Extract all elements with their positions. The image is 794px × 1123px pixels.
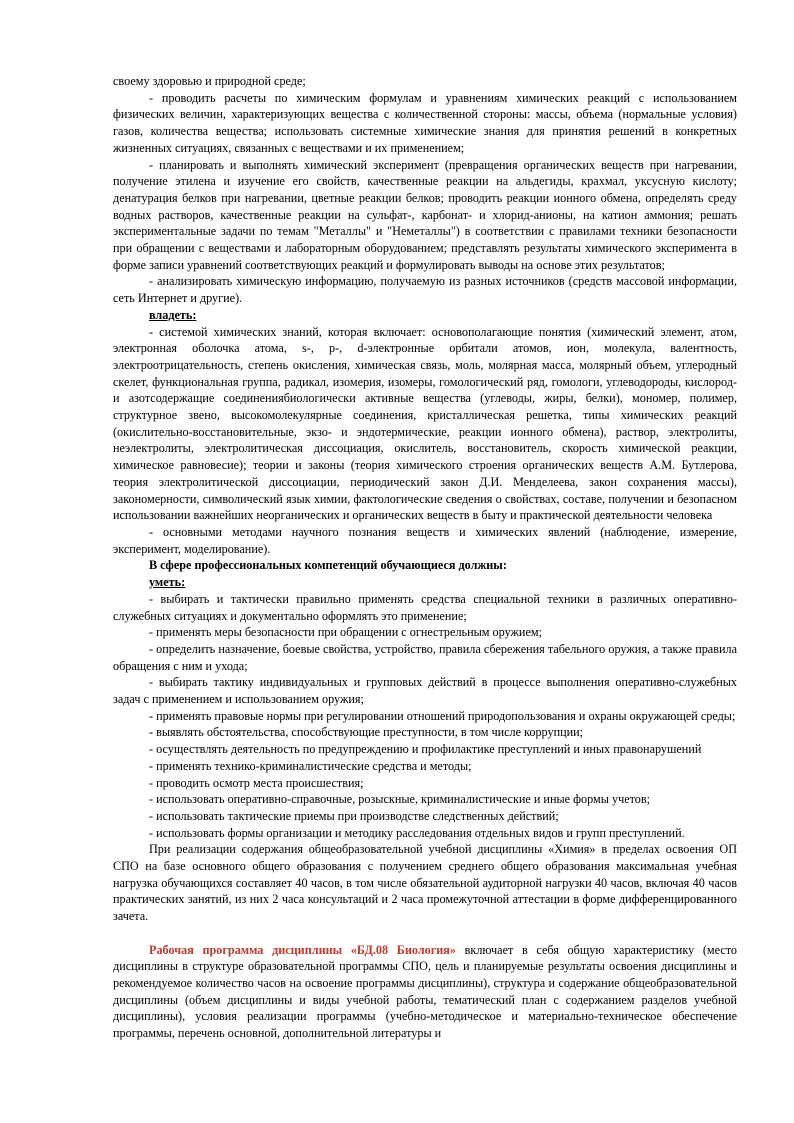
section-heading-professional: В сфере профессиональных компетенций обучающиеся должны: bbox=[149, 558, 507, 573]
paragraph-chemistry-hours: При реализации содержания общеобразовательной учебной дисциплины «Химия» в пределах освоения ОП СПО на базе основного общего образования с получением среднего общего образования максимальная учебная нагрузка обучающихся составляет 40 часов, в том числе обязательной аудиторной нагрузки 40 часов, включая 40 часов практических занятий, из них 2 часа консультаций и 2 часа промежуточной аттестации в форме дифференцированного зачета. bbox=[113, 842, 737, 924]
list-item: - выбирать тактику индивидуальных и групповых действий в процессе выполнения оперативно-служебных задач с применением и использованием оружия; bbox=[113, 675, 737, 707]
list-item: - использовать формы организации и методику расследования отдельных видов и групп преступлений. bbox=[149, 825, 685, 840]
list-item: - проводить расчеты по химическим формулам и уравнениям химических реакций с использованием физических величин, характеризующих вещества с количественной стороны: массы, объема (нормальные условия) газов, количества вещества; использовать системные химические знания для принятия решений в конкретных жизненных ситуациях, связанных с веществами и их применением; bbox=[113, 90, 737, 155]
list-item: - выявлять обстоятельства, способствующие преступности, в том числе коррупции; bbox=[149, 725, 584, 740]
list-item: - системой химических знаний, которая включает: основополагающие понятия (химический элемент, атом, электронная оболочка атома, s-, p-, d-электронные орбитали атомов, ион, молекула, валентность, электроотрицательность, степень окисления, химическая связь, моль, молярная масса, молярный объем, углеродный скелет, функциональная группа, радикал, изомерия, изомеры, гомологический ряд, гомологи, углеводороды, кислород- и азотсодержащие соединениябиологически активные вещества (углеводы, жиры, белки), мономер, полимер, структурное звено, высокомолекулярные соединения, кристаллическая решетка, типы химических реакций (окислительно-восстановительные, экзо- и эндотермические, реакции ионного обмена), раствор, электролиты, неэлектролиты, электролитическая диссоциация, окислитель, восстановитель, скорость химической реакции, химическое равновесие); теории и законы (теория химического строения органических веществ А.М. Бутлерова, теория электролитической диссоциации, периодический закон Д.И. Менделеева, закон сохранения массы), закономерности, символический язык химии, фактологические сведения о свойствах, составе, получении и безопасном использовании важнейших неорганических и органических веществ в быту и практической деятельности человека bbox=[113, 324, 737, 523]
paragraph-biology-program bbox=[113, 942, 737, 1042]
list-item: - выбирать и тактически правильно применять средства специальной техники в различных оперативно-служебных ситуациях и документально оформлять это применение; bbox=[113, 591, 737, 623]
text-line: своему здоровью и природной среде; bbox=[113, 74, 306, 88]
list-item: - анализировать химическую информацию, получаемую из разных источников (средств массовой информации, сеть Интернет и другие). bbox=[113, 274, 737, 306]
list-item: - применять меры безопасности при обращении с огнестрельным оружием; bbox=[149, 625, 542, 640]
list-item: - использовать тактические приемы при производстве следственных действий; bbox=[149, 808, 559, 823]
biology-program-title: Рабочая программа дисциплины «БД.08 Биология» bbox=[149, 942, 456, 957]
biology-program-text: включает в себя общую характеристику (место дисциплины в структуре образовательной программы СПО, цель и планируемые результаты освоения дисциплины и рекомендуемое количество часов на освоение программы дисциплины), структура и содержание общеобразовательной дисциплины (объем дисциплины и виды учебной работы, тематический план с содержанием разделов учебной дисциплины), условия реализации программы (учебно-методическое и материально-техническое обеспечение программы, перечень основной, дополнительной литературы и bbox=[113, 942, 737, 1041]
list-item: - осуществлять деятельность по предупреждению и профилактике преступлений и иных правонарушений bbox=[149, 742, 702, 757]
list-item: - применять правовые нормы при регулировании отношений природопользования и охраны окружающей среды; bbox=[149, 708, 736, 723]
section-heading-vladet: владеть: bbox=[149, 307, 197, 322]
document-page bbox=[113, 73, 737, 1042]
list-item: - проводить осмотр места происшествия; bbox=[149, 775, 364, 790]
section-heading-umet: уметь: bbox=[149, 575, 186, 590]
list-item: - использовать оперативно-справочные, розыскные, криминалистические и иные формы учетов; bbox=[149, 792, 651, 807]
list-item: - основными методами научного познания веществ и химических явлений (наблюдение, измерение, эксперимент, моделирование). bbox=[113, 524, 737, 556]
list-item: - определить назначение, боевые свойства, устройство, правила сбережения табельного оружия, а также правила обращения с ним и ухода; bbox=[113, 641, 737, 673]
list-item: - планировать и выполнять химический эксперимент (превращения органических веществ при нагревании, получение этилена и изучение его свойств, качественные реакции на альдегиды, крахмал, уксусную кислоту; денатурация белков при нагревании, цветные реакции белков; проводить реакции ионного обмена, определять среду водных растворов, качественные реакции на сульфат-, карбонат- и хлорид-анионы, на катион аммония; решать экспериментальные задачи по темам "Металлы" и "Неметаллы") в соответствии с правилами техники безопасности при обращении с веществами и лабораторным оборудованием; представлять результаты химического эксперимента в форме записи уравнений соответствующих реакций и формулировать выводы на основе этих результатов; bbox=[113, 157, 737, 272]
list-item: - применять технико-криминалистические средства и методы; bbox=[149, 758, 472, 773]
paragraph-gap bbox=[113, 925, 737, 942]
